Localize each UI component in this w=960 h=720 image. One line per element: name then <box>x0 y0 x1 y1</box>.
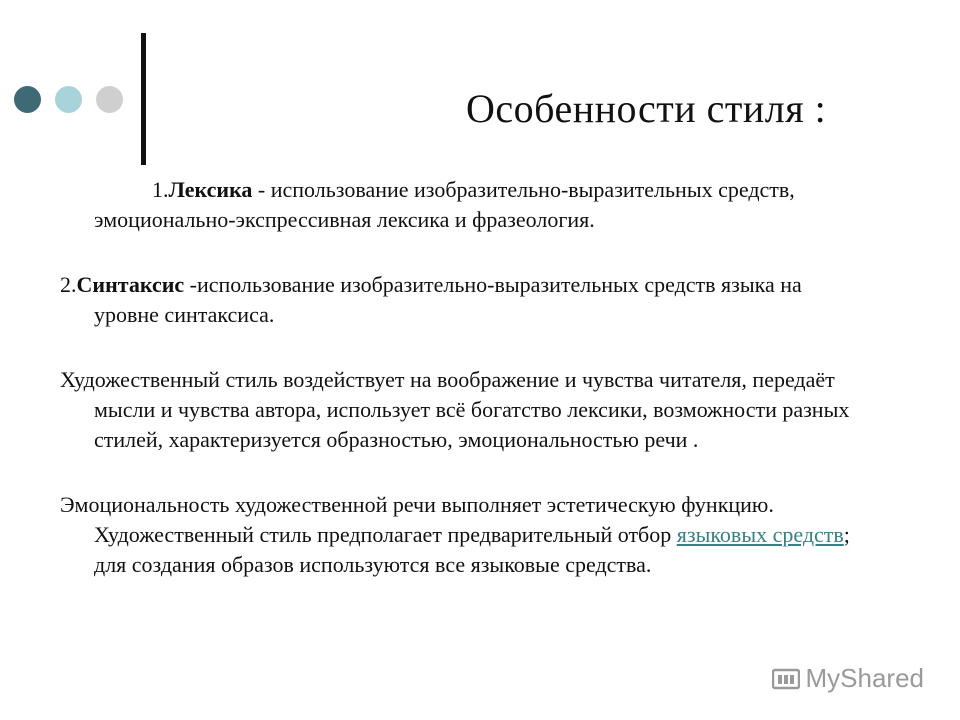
paragraph-emotionality <box>60 490 870 580</box>
lexicon-text: - использование изобразительно-выразительных средств, эмоционально-экспрессивная лексика и фразеология. <box>94 177 795 232</box>
syntax-number: 2. <box>60 272 77 297</box>
paragraph-artistic-style: Художественный стиль воздействует на воображение и чувства читателя, передаёт мысли и чувства автора, использует всё богатство лексики, возможности разных стилей, характеризуется образностью, эмоциональностью речи . <box>60 367 850 452</box>
lexicon-number: 1. <box>152 177 169 202</box>
paragraph-syntax <box>60 270 870 330</box>
emotionality-text-after: ; для создания образов используются все языковые средства. <box>94 522 850 577</box>
slide-title: Особенности стиля : <box>466 86 827 131</box>
dot-light-blue <box>55 86 82 113</box>
dot-dark <box>14 86 41 113</box>
syntax-text: -использование изобразительно-выразительных средств языка на уровне синтаксиса. <box>94 272 802 327</box>
mortarboard-icon <box>772 667 800 691</box>
decorative-dots <box>14 86 123 113</box>
language-means-link[interactable]: языковых средств <box>676 522 844 547</box>
watermark <box>772 663 925 694</box>
slide-body <box>60 175 870 580</box>
lexicon-term: Лексика <box>168 177 253 202</box>
paragraph-lexicon <box>60 175 870 235</box>
dot-gray <box>96 86 123 113</box>
watermark-text: MyShared <box>805 663 924 693</box>
title-divider <box>141 33 146 165</box>
emotionality-text-before: Эмоциональность художественной речи выполняет эстетическую функцию. Художественный стиль предполагает предварительный отбор <box>60 492 774 547</box>
syntax-term: Синтаксис <box>76 272 185 297</box>
